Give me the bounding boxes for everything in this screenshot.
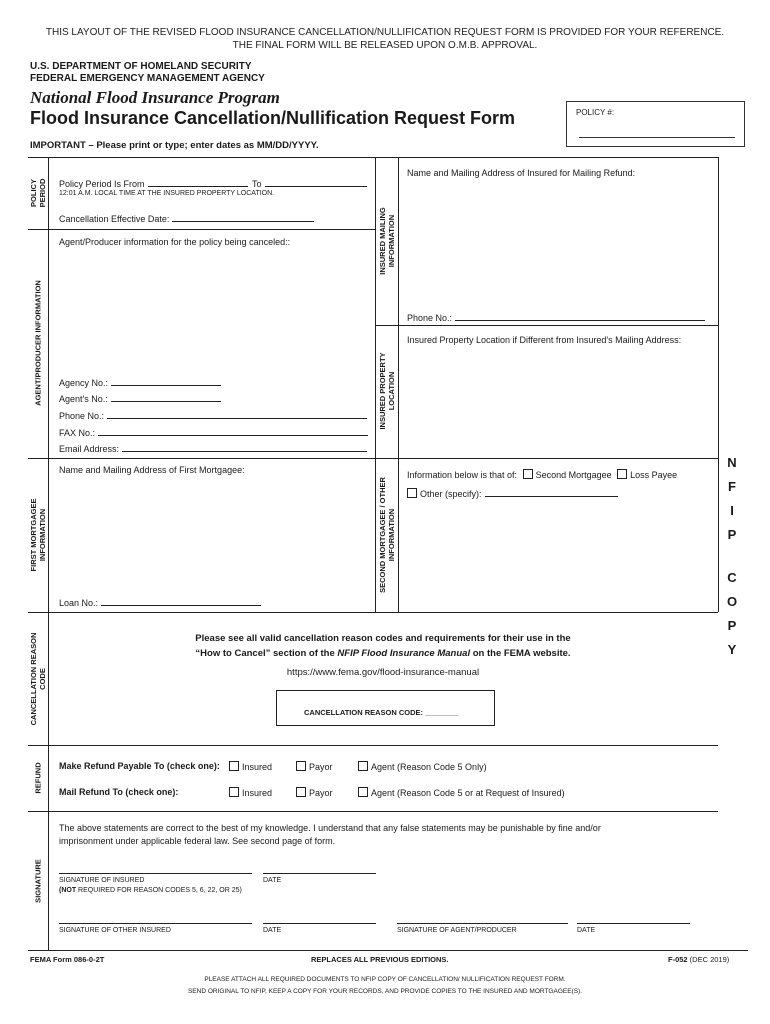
payable-payor-option: Payor xyxy=(296,761,333,772)
mail-agent-option: Agent (Reason Code 5 or at Request of Insured) xyxy=(358,787,565,798)
agent-phone-row: Phone No.: xyxy=(59,409,367,421)
copy-letter-p: P xyxy=(727,618,737,633)
form-top-border xyxy=(28,157,718,158)
policy-to-field[interactable] xyxy=(265,177,367,187)
form-code: F-052 (DEC 2019) xyxy=(668,955,730,964)
insured-date-label: DATE xyxy=(263,877,282,884)
payable-insured-checkbox[interactable] xyxy=(229,761,239,771)
mid-divider-left xyxy=(375,157,376,612)
department-name: U.S. DEPARTMENT OF HOMELAND SECURITY xyxy=(30,61,252,72)
payable-agent-option: Agent (Reason Code 5 Only) xyxy=(358,761,487,772)
other-specify-field[interactable] xyxy=(485,487,618,497)
important-instruction: IMPORTANT – Please print or type; enter dates as MM/DD/YYYY. xyxy=(30,140,319,151)
insured-phone-row: Phone No.: xyxy=(407,311,705,323)
insured-date-line[interactable] xyxy=(263,873,376,874)
statement-line-1: The above statements are correct to the best of my knowledge. I understand that any false statements may be punishable by fine and/or xyxy=(59,823,601,833)
statement-line-2: imprisonment under applicable federal law. See second page of form. xyxy=(59,836,336,846)
mortgagee-top-divider xyxy=(28,458,718,459)
policy-from-field[interactable] xyxy=(148,177,248,187)
copy-letter-y: Y xyxy=(727,642,737,657)
form-number: FEMA Form 086-0-2T xyxy=(30,955,105,964)
nfip-letter-i: I xyxy=(730,503,734,518)
copy-letter-c: C xyxy=(727,570,737,585)
manual-url-link[interactable]: https://www.fema.gov/flood-insurance-manual xyxy=(286,667,480,678)
insured-signature-line[interactable] xyxy=(59,873,252,874)
other-insured-signature-label: SIGNATURE OF OTHER INSURED xyxy=(59,927,171,934)
agent-signature-line[interactable] xyxy=(397,923,568,924)
loan-no-field[interactable] xyxy=(101,596,261,606)
agency-no-field[interactable] xyxy=(111,376,221,386)
insured-mailing-title: Name and Mailing Address of Insured for Mailing Refund: xyxy=(407,168,636,178)
notice-line-2: THE FINAL FORM WILL BE RELEASED UPON O.M.B. APPROVAL. xyxy=(232,40,538,51)
mail-refund-label: Mail Refund To (check one): xyxy=(59,787,179,797)
agent-email-row: Email Address: xyxy=(59,442,367,454)
nfip-letter-p: P xyxy=(727,527,737,542)
notice-line-1: THIS LAYOUT OF THE REVISED FLOOD INSURANCE CANCELLATION/NULLIFICATION REQUEST FORM IS PROVIDED FOR YOUR REFERENCE. xyxy=(45,27,725,38)
agent-signature-label: SIGNATURE OF AGENT/PRODUCER xyxy=(397,927,517,934)
signature-note: (NOT REQUIRED FOR REASON CODES 5, 6, 22, OR 25) xyxy=(59,887,242,894)
mail-insured-checkbox[interactable] xyxy=(229,787,239,797)
insured-signature-label: SIGNATURE OF INSURED xyxy=(59,877,145,884)
copy-letter-o: O xyxy=(726,594,738,609)
agent-date-label: DATE xyxy=(577,927,596,934)
policy-agent-divider xyxy=(28,229,375,230)
agent-date-line[interactable] xyxy=(577,923,690,924)
cancellation-top-divider xyxy=(28,612,718,613)
second-mortgagee-checkbox[interactable] xyxy=(523,469,533,479)
refund-payable-label: Make Refund Payable To (check one): xyxy=(59,761,220,771)
other-checkbox[interactable] xyxy=(407,488,417,498)
mid-divider-right xyxy=(398,157,399,612)
mail-payor-checkbox[interactable] xyxy=(296,787,306,797)
agency-name: FEDERAL EMERGENCY MANAGEMENT AGENCY xyxy=(30,73,265,84)
reason-code-box[interactable] xyxy=(276,690,495,726)
second-mortgagee-type-row: Information below is that of: Second Mortgagee Loss Payee xyxy=(407,470,678,480)
agency-no-row: Agency No.: xyxy=(59,376,221,388)
side-column-divider xyxy=(48,157,49,950)
mail-payor-option: Payor xyxy=(296,787,333,798)
agents-no-row: Agent's No.: xyxy=(59,392,221,404)
mail-agent-checkbox[interactable] xyxy=(358,787,368,797)
agents-no-field[interactable] xyxy=(111,392,221,402)
policy-number-box[interactable] xyxy=(566,101,745,147)
first-mortgagee-title: Name and Mailing Address of First Mortgagee: xyxy=(59,465,245,475)
attach-instruction-2: SEND ORIGINAL TO NFIP, KEEP A COPY FOR YOUR RECORDS, AND PROVIDE COPIES TO THE INSURED AND MORTGAGEE(S). xyxy=(187,988,583,995)
payable-insured-option: Insured xyxy=(229,761,272,772)
agent-phone-field[interactable] xyxy=(107,409,367,419)
insured-property-title: Insured Property Location if Different from Insured's Mailing Address: xyxy=(407,335,682,345)
loan-no-row: Loan No.: xyxy=(59,596,261,608)
policy-period-from-row: Policy Period Is From To xyxy=(59,177,367,189)
cancellation-instruction-2: “How to Cancel” section of the NFIP Flood Insurance Manual on the FEMA website. xyxy=(195,648,571,659)
effective-date-field[interactable] xyxy=(172,212,314,222)
loss-payee-checkbox[interactable] xyxy=(617,469,627,479)
agent-email-field[interactable] xyxy=(122,442,367,452)
effective-date-row: Cancellation Effective Date: xyxy=(59,212,314,224)
program-name: National Flood Insurance Program xyxy=(30,88,280,107)
agent-fax-field[interactable] xyxy=(98,426,368,436)
insured-phone-field[interactable] xyxy=(455,311,705,321)
other-insured-date-label: DATE xyxy=(263,927,282,934)
payable-payor-checkbox[interactable] xyxy=(296,761,306,771)
signature-top-divider xyxy=(28,811,718,812)
other-specify-row: Other (specify): xyxy=(407,487,618,499)
nfip-letter-n: N xyxy=(727,455,737,470)
reason-code-label: CANCELLATION REASON CODE: ________ xyxy=(304,708,459,717)
refund-top-divider xyxy=(28,745,718,746)
mailing-property-divider xyxy=(375,325,718,326)
policy-number-label: POLICY #: xyxy=(576,108,615,117)
form-title: Flood Insurance Cancellation/Nullification Request Form xyxy=(30,108,516,128)
agent-fax-row: FAX No.: xyxy=(59,426,368,438)
time-note: 12:01 A.M. LOCAL TIME AT THE INSURED PROPERTY LOCATION. xyxy=(59,190,275,197)
cancellation-instruction-1: Please see all valid cancellation reason codes and requirements for their use in the xyxy=(195,633,571,644)
policy-number-field[interactable] xyxy=(579,137,735,138)
attach-instruction-1: PLEASE ATTACH ALL REQUIRED DOCUMENTS TO NFIP COPY OF CANCELLATION/ NULLIFICATION REQUEST FORM. xyxy=(204,976,566,983)
other-insured-date-line[interactable] xyxy=(263,923,376,924)
payable-agent-checkbox[interactable] xyxy=(358,761,368,771)
agent-section-title: Agent/Producer information for the policy being canceled:: xyxy=(59,237,291,247)
other-insured-signature-line[interactable] xyxy=(59,923,252,924)
nfip-letter-f: F xyxy=(728,479,736,494)
replaces-notice: REPLACES ALL PREVIOUS EDITIONS. xyxy=(311,955,449,964)
form-bottom-border xyxy=(28,950,748,951)
form-right-border xyxy=(718,157,719,612)
mail-insured-option: Insured xyxy=(229,787,272,798)
